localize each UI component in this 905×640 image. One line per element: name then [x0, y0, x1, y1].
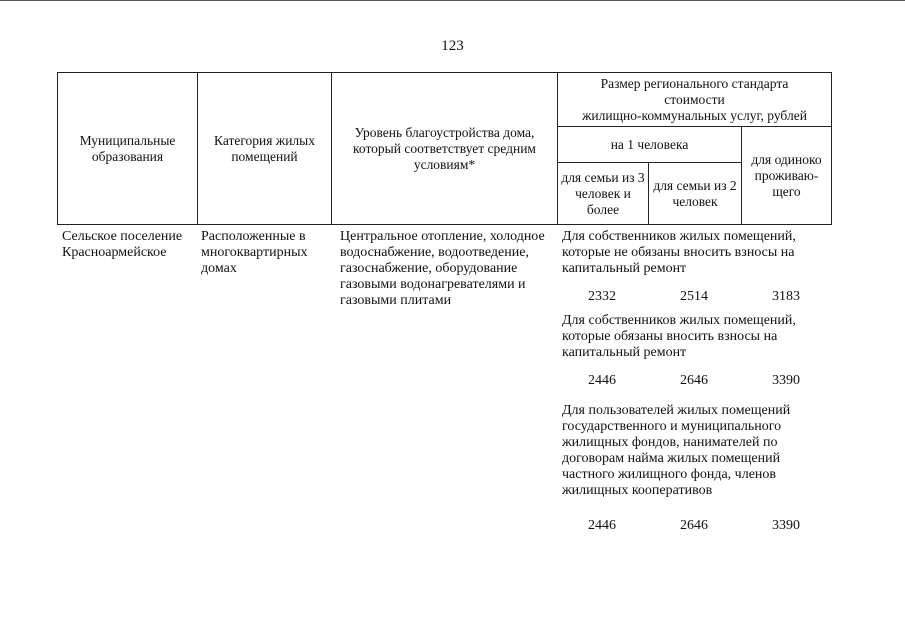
cell-amenity: Центральное отопление, холодное водоснабжение, водоотведение, газоснабжение, оборудование газовыми водонагревателями и газовыми плитами [340, 229, 545, 308]
header-family-3: для семьи из 3 человек и более [557, 162, 649, 225]
group-label-2: Для собственников жилых помещений, которые обязаны вносить взносы на капитальный ремонт [562, 313, 796, 360]
group-label-3: Для пользователей жилых помещений государственного и муниципального жилищных фондов, нанимателей по договорам найма жилых помещений частного жилищного фонда, членов жилищных кооперативов [562, 403, 791, 498]
value-group1-family2: 2514 [680, 289, 708, 304]
value-group2-family2: 2646 [680, 373, 708, 388]
header-category: Категория жилых помещений [197, 72, 332, 225]
value-group1-single: 3183 [772, 289, 800, 304]
value-group1-family3: 2332 [588, 289, 616, 304]
header-amenity: Уровень благоустройства дома, который соответствует средним условиям* [331, 72, 558, 225]
header-single: для одиноко проживаю-щего [741, 126, 832, 225]
value-group2-family3: 2446 [588, 373, 616, 388]
value-group3-family2: 2646 [680, 518, 708, 533]
group-label-1: Для собственников жилых помещений, которые не обязаны вносить взносы на капитальный ремонт [562, 229, 796, 276]
header-standard: Размер регионального стандарта стоимости жилищно-коммунальных услуг, рублей [557, 72, 832, 127]
header-per-person: на 1 человека [557, 126, 742, 163]
page-number: 123 [441, 38, 464, 54]
value-group3-single: 3390 [772, 518, 800, 533]
header-family-2: для семьи из 2 человек [648, 162, 742, 225]
cell-category: Расположенные в многоквартирных домах [201, 229, 308, 276]
header-municipal: Муниципальные образования [57, 72, 198, 225]
scan-top-edge [0, 0, 905, 1]
value-group3-family3: 2446 [588, 518, 616, 533]
cell-municipal: Сельское поселение Красноармейское [62, 229, 183, 260]
value-group2-single: 3390 [772, 373, 800, 388]
